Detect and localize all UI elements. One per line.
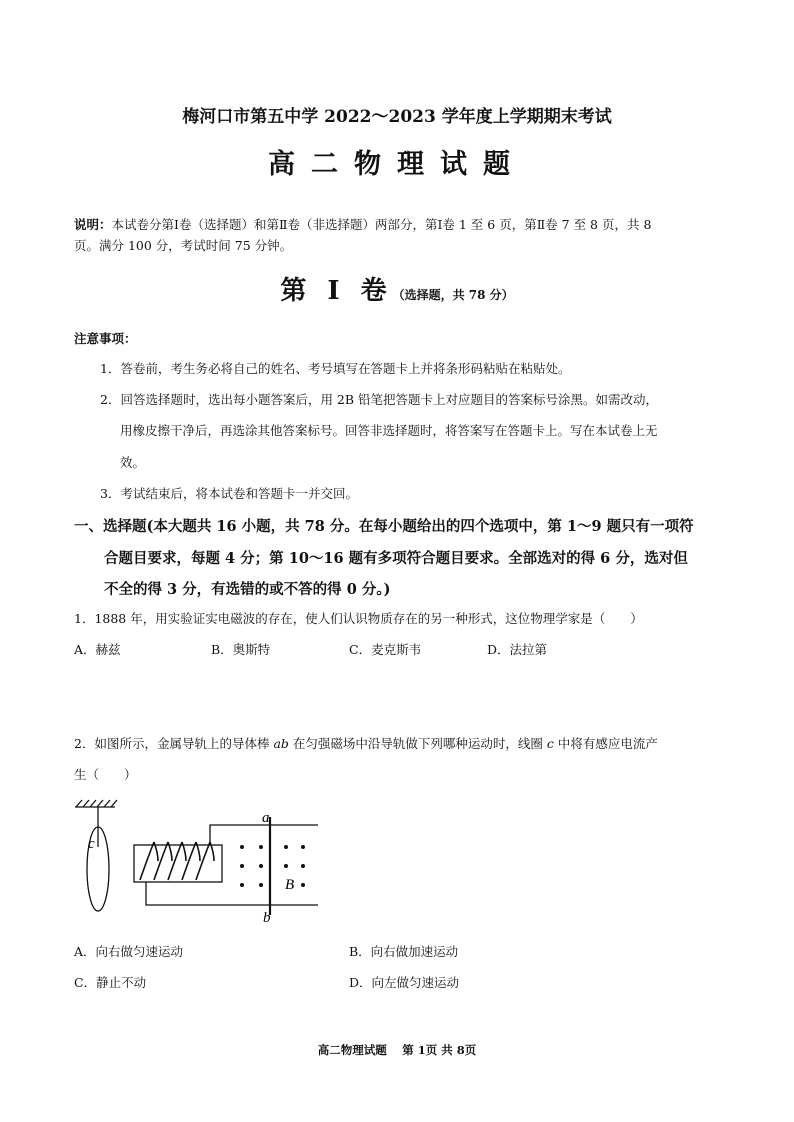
label-b: b (263, 910, 271, 925)
intro-line-1 (74, 214, 724, 235)
section-1-line-1: 一、选择题(本大题共 16 小题，共 78 分。在每小题给出的四个选项中，第 1～9 题只有一项符 (74, 518, 694, 535)
question-2-option-b: B．向右做加速运动 (349, 944, 459, 959)
notice-heading: 注意事项： (74, 331, 137, 346)
question-2-stem-post: 中将有感应电流产 (553, 736, 658, 751)
question-1-option-d: D．法拉第 (487, 642, 548, 657)
question-1-option-b: B．奥斯特 (211, 642, 271, 657)
upper-rail (210, 825, 318, 845)
label-c: c (88, 836, 95, 852)
question-2-option-a: A．向右做匀速运动 (74, 944, 184, 959)
intro-line-2: 页。满分 100 分，考试时间 75 分钟。 (74, 238, 293, 253)
question-1-option-c: C．麦克斯韦 (349, 642, 422, 657)
intro-label: 说明： (74, 217, 112, 232)
notice-item-2: 2．回答选择题时，选出每小题答案后，用 2B 铅笔把答题卡上对应题目的答案标号涂黑。如需改动， (100, 392, 659, 407)
induction-circuit-diagram (70, 795, 330, 925)
question-2-option-c: C．静止不动 (74, 975, 147, 990)
question-2-option-d: D．向左做匀速运动 (349, 975, 460, 990)
coil-c-text: c (546, 736, 554, 751)
notice-item-2-end: 效。 (120, 455, 146, 470)
ceiling-hatch (76, 800, 117, 807)
exam-school-title: 梅河口市第五中学 2022～2023 学年度上学期期末考试 (182, 107, 612, 127)
question-2-stem-mid: 在匀强磁场中沿导轨做下列哪种运动时，线圈 (288, 736, 547, 751)
volume-sub: （选择题，共 78 分） (392, 288, 514, 302)
label-a: a (262, 810, 270, 826)
question-2-stem-line-2: 生（ ） (74, 767, 137, 782)
volume-main: 第 I 卷 (280, 276, 393, 306)
solenoid-windings (140, 842, 214, 880)
section-1-line-3: 不全的得 3 分，有选错的或不答的得 0 分。) (104, 581, 391, 598)
page-footer: 高二物理试题 第 1页 共 8页 (317, 1043, 477, 1057)
question-1-option-a: A．赫兹 (74, 642, 121, 657)
question-1-stem: 1．1888 年，用实验证实电磁波的存在，使人们认识物质存在的另一种形式，这位物理学家是（ ） (74, 611, 643, 626)
conductor-ab-text: ab (273, 736, 289, 751)
label-field-B: B (285, 877, 295, 893)
page-title: 高二物理试题 (268, 149, 526, 180)
magnetic-field-dots (240, 845, 305, 887)
question-2-stem (74, 734, 658, 752)
question-2-stem-pre: 2．如图所示，金属导轨上的导体棒 (74, 736, 274, 751)
intro-text-1: 本试卷分第Ⅰ卷（选择题）和第Ⅱ卷（非选择题）两部分，第Ⅰ卷 1 至 6 页，第Ⅱ卷 7 至 8 页，共 8 (111, 217, 652, 232)
notice-item-2-cont: 用橡皮擦干净后，再选涂其他答案标号。回答非选择题时，将答案写在答题卡上。写在本试卷上无 (120, 423, 658, 438)
notice-item-3: 3．考试结束后，将本试卷和答题卡一并交回。 (100, 486, 358, 501)
section-1-line-2: 合题目要求，每题 4 分；第 10～16 题有多项符合题目要求。全部选对的得 6 分，选对但 (104, 550, 688, 567)
volume-heading (0, 270, 794, 307)
notice-item-1: 1．答卷前，考生务必将自己的姓名、考号填写在答题卡上并将条形码粘贴在粘贴处。 (100, 361, 571, 376)
